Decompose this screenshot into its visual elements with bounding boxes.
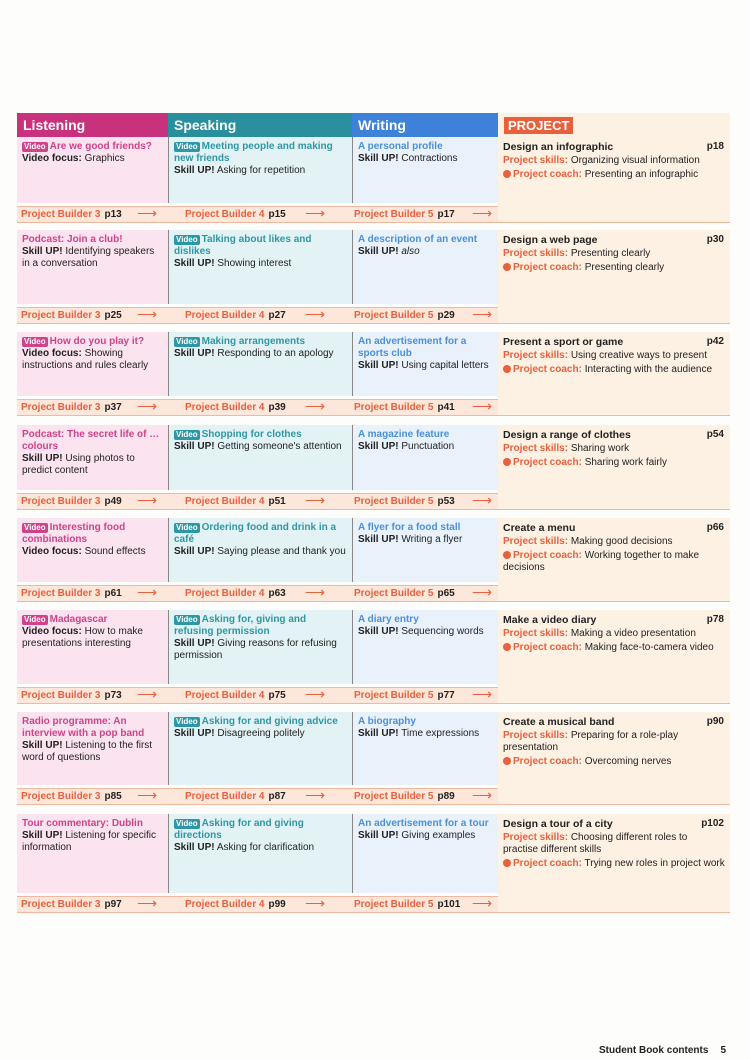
project-builder-3: Project Builder 3 p97 [21,899,122,910]
play-icon [503,551,511,559]
project-page: p30 [706,234,724,245]
writing-cell [352,712,498,785]
unit-row [17,230,730,324]
writing-detail: Skill UP! Sequencing words [358,626,484,637]
listening-cell [17,332,168,396]
arrow-icon: ⟶ [472,398,493,414]
project-skills: Project skills: Making a video presentation [503,628,696,639]
project-page: p66 [706,522,724,533]
listening-title: Radio programme: An interview with a pop band [22,716,145,739]
project-builder-3: Project Builder 3 p13 [21,209,122,220]
unit-row [17,814,730,913]
listening-title: Podcast: Join a club! [22,234,123,245]
speaking-title: Video Talking about likes and dislikes [174,234,312,257]
listening-title: Tour commentary: Dublin [22,818,143,829]
listening-cell [17,610,168,684]
play-icon [503,365,511,373]
project-builder-4: Project Builder 4 p63 [185,588,286,599]
listening-detail: Video focus: Showing instructions and rules clearly [22,348,149,371]
listening-detail: Skill UP! Listening for specific information [22,830,156,853]
project-builder-strip [17,896,498,913]
project-coach: Project coach: Making face-to-camera video [503,642,725,654]
project-title: Create a musical band [503,716,615,728]
project-cell [498,230,730,324]
project-cell [498,332,730,416]
project-skills: Project skills: Choosing different roles to practise different skills [503,832,688,855]
project-skills: Project skills: Presenting clearly [503,248,651,259]
speaking-detail: Skill UP! Disagreeing politely [174,728,305,739]
project-builder-5: Project Builder 5 p41 [354,402,455,413]
project-coach: Project coach: Working together to make decisions [503,550,700,573]
header-project-area [498,113,730,137]
project-builder-strip [17,585,498,602]
play-icon [503,458,511,466]
project-page: p54 [706,429,724,440]
video-icon: Video [24,615,46,624]
writing-detail: Skill UP! Writing a flyer [358,534,463,545]
unit-row [17,712,730,805]
project-builder-4: Project Builder 4 p51 [185,496,286,507]
project-coach: Project coach: Presenting an infographic [503,169,725,181]
project-builder-3: Project Builder 3 p25 [21,310,122,321]
arrow-icon: ⟶ [472,686,493,702]
play-icon [503,263,511,271]
listening-detail: Video focus: Sound effects [22,546,146,557]
speaking-cell [168,518,352,582]
project-builder-strip [17,493,498,510]
writing-detail: Skill UP! Contractions [358,153,458,164]
play-icon [503,757,511,765]
project-builder-5: Project Builder 5 p17 [354,209,455,220]
listening-cell [17,518,168,582]
speaking-title: Video Making arrangements [176,336,306,347]
project-builder-5: Project Builder 5 p53 [354,496,455,507]
project-builder-3: Project Builder 3 p37 [21,402,122,413]
unit-row [17,518,730,602]
writing-cell [352,230,498,304]
video-icon: Video [176,819,198,828]
writing-title: An advertisement for a tour [358,818,489,829]
project-builder-5: Project Builder 5 p29 [354,310,455,321]
writing-detail: Skill UP! also [358,246,420,257]
arrow-icon: ⟶ [137,205,158,221]
arrow-icon: ⟶ [305,205,326,221]
arrow-icon: ⟶ [472,492,493,508]
project-title: Design an infographic [503,141,614,153]
listening-detail: Video focus: How to make presentations interesting [22,626,143,649]
arrow-icon: ⟶ [137,306,158,322]
listening-cell [17,814,168,893]
listening-detail: Skill UP! Using photos to predict content [22,453,135,476]
writing-title: A flyer for a food stall [358,522,461,533]
video-icon: Video [176,523,198,532]
unit-row [17,425,730,510]
project-coach: Project coach: Overcoming nerves [503,756,725,768]
video-icon: Video [24,337,46,346]
project-skills: Project skills: Organizing visual information [503,155,700,166]
project-skills: Project skills: Making good decisions [503,536,673,547]
arrow-icon: ⟶ [137,398,158,414]
project-coach: Project coach: Sharing work fairly [503,457,725,469]
speaking-title: Video Asking for and giving directions [174,818,304,841]
header-listening: Listening [17,113,168,137]
play-icon [503,643,511,651]
project-builder-4: Project Builder 4 p15 [185,209,286,220]
video-icon: Video [176,615,198,624]
footer [599,1045,726,1056]
speaking-detail: Skill UP! Showing interest [174,258,292,269]
speaking-cell [168,230,352,304]
unit-row [17,332,730,416]
arrow-icon: ⟶ [137,686,158,702]
writing-cell [352,610,498,684]
arrow-icon: ⟶ [472,205,493,221]
speaking-title: Video Shopping for clothes [176,429,302,440]
play-icon [503,859,511,867]
header-project: PROJECT [504,117,573,134]
video-icon: Video [176,430,198,439]
listening-detail: Video focus: Graphics [22,153,125,164]
writing-title: A biography [358,716,416,727]
speaking-title: Video Asking for, giving and refusing permission [174,614,307,637]
speaking-cell [168,610,352,684]
project-coach: Project coach: Trying new roles in project work [503,858,725,870]
speaking-title: Video Meeting people and making new friends [174,141,333,164]
writing-cell [352,137,498,203]
project-builder-3: Project Builder 3 p61 [21,588,122,599]
writing-title: A personal profile [358,141,443,152]
project-builder-strip [17,206,498,223]
speaking-cell [168,137,352,203]
project-skills: Project skills: Sharing work [503,443,630,454]
project-builder-5: Project Builder 5 p101 [354,899,461,910]
arrow-icon: ⟶ [472,584,493,600]
project-skills: Project skills: Using creative ways to present [503,350,707,361]
project-builder-strip [17,399,498,416]
arrow-icon: ⟶ [305,492,326,508]
listening-title: Video Are we good friends? [24,141,152,152]
writing-cell [352,814,498,893]
project-cell [498,137,730,223]
project-page: p90 [706,716,724,727]
listening-title: Video Madagascar [24,614,108,625]
project-page: p78 [706,614,724,625]
arrow-icon: ⟶ [137,895,158,911]
arrow-icon: ⟶ [137,584,158,600]
unit-row [17,610,730,704]
project-builder-4: Project Builder 4 p75 [185,690,286,701]
project-builder-4: Project Builder 4 p39 [185,402,286,413]
project-title: Design a tour of a city [503,818,613,830]
project-coach: Project coach: Presenting clearly [503,262,725,274]
project-coach: Project coach: Interacting with the audience [503,364,725,376]
speaking-cell [168,814,352,893]
speaking-detail: Skill UP! Asking for clarification [174,842,315,853]
page-number: 5 [720,1045,726,1056]
listening-cell [17,137,168,203]
writing-detail: Skill UP! Giving examples [358,830,476,841]
video-icon: Video [176,337,198,346]
writing-cell [352,518,498,582]
listening-cell [17,425,168,490]
listening-title: Podcast: The secret life of … colours [22,429,160,452]
project-page: p18 [706,141,724,152]
video-icon: Video [176,717,198,726]
project-builder-3: Project Builder 3 p49 [21,496,122,507]
listening-cell [17,712,168,785]
project-cell [498,610,730,704]
speaking-title: Video Asking for and giving advice [176,716,338,727]
arrow-icon: ⟶ [305,686,326,702]
video-icon: Video [24,523,46,532]
project-builder-5: Project Builder 5 p89 [354,791,455,802]
writing-cell [352,332,498,396]
speaking-cell [168,332,352,396]
writing-title: A magazine feature [358,429,450,440]
project-page: p42 [706,336,724,347]
project-builder-3: Project Builder 3 p73 [21,690,122,701]
listening-title: Video How do you play it? [24,336,145,347]
project-builder-5: Project Builder 5 p77 [354,690,455,701]
project-builder-strip [17,788,498,805]
project-cell [498,518,730,602]
speaking-cell [168,425,352,490]
speaking-title: Video Ordering food and drink in a café [174,522,337,545]
unit-row [17,137,730,223]
project-page: p102 [701,818,724,829]
video-icon: Video [24,142,46,151]
writing-detail: Skill UP! Punctuation [358,441,455,452]
project-builder-strip [17,307,498,324]
arrow-icon: ⟶ [305,306,326,322]
writing-cell [352,425,498,490]
header-writing: Writing [352,113,498,137]
writing-detail: Skill UP! Time expressions [358,728,480,739]
writing-detail: Skill UP! Using capital letters [358,360,489,371]
arrow-icon: ⟶ [137,492,158,508]
arrow-icon: ⟶ [472,895,493,911]
project-title: Design a web page [503,234,598,246]
project-title: Make a video diary [503,614,597,626]
listening-title: Video Interesting food combinations [22,522,126,545]
speaking-detail: Skill UP! Asking for repetition [174,165,306,176]
arrow-icon: ⟶ [137,787,158,803]
listening-detail: Skill UP! Identifying speakers in a conversation [22,246,155,269]
speaking-detail: Skill UP! Giving reasons for refusing permission [174,638,337,661]
project-title: Present a sport or game [503,336,624,348]
arrow-icon: ⟶ [305,398,326,414]
project-title: Create a menu [503,522,576,534]
arrow-icon: ⟶ [472,306,493,322]
video-icon: Video [176,142,198,151]
project-cell [498,814,730,913]
arrow-icon: ⟶ [472,787,493,803]
project-cell [498,712,730,805]
project-title: Design a range of clothes [503,429,631,441]
header-speaking: Speaking [168,113,352,137]
arrow-icon: ⟶ [305,895,326,911]
project-builder-5: Project Builder 5 p65 [354,588,455,599]
writing-title: An advertisement for a sports club [358,336,467,359]
footer-title: Student Book contents [598,1045,709,1056]
speaking-detail: Skill UP! Responding to an apology [174,348,334,359]
project-builder-4: Project Builder 4 p87 [185,791,286,802]
speaking-detail: Skill UP! Getting someone's attention [174,441,342,452]
project-cell [498,425,730,510]
writing-title: A diary entry [358,614,419,625]
project-skills: Project skills: Preparing for a role-play presentation [503,730,679,753]
listening-cell [17,230,168,304]
project-builder-strip [17,687,498,704]
video-icon: Video [176,235,198,244]
play-icon [503,170,511,178]
project-builder-3: Project Builder 3 p85 [21,791,122,802]
listening-detail: Skill UP! Listening to the first word of questions [22,740,153,763]
writing-title: A description of an event [358,234,478,245]
speaking-detail: Skill UP! Saying please and thank you [174,546,346,557]
speaking-cell [168,712,352,785]
arrow-icon: ⟶ [305,787,326,803]
arrow-icon: ⟶ [305,584,326,600]
project-builder-4: Project Builder 4 p99 [185,899,286,910]
project-builder-4: Project Builder 4 p27 [185,310,286,321]
